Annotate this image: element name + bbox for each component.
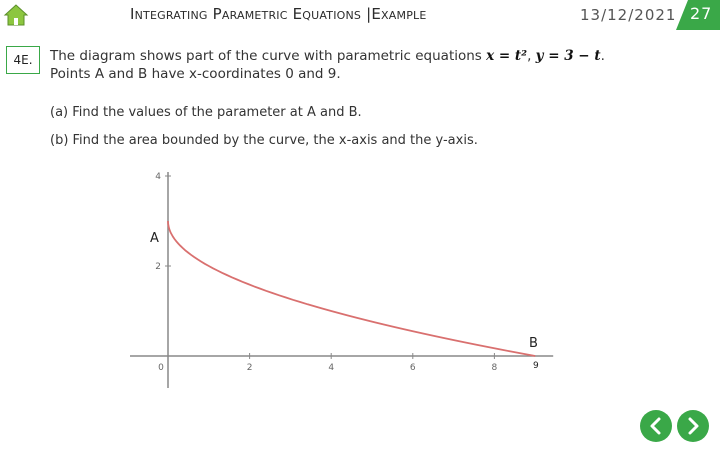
previous-slide-button[interactable]	[640, 410, 672, 442]
x-tick-label: 2	[246, 363, 253, 373]
y-tick-label: 4	[155, 172, 161, 182]
y-tick-label: 2	[155, 262, 161, 272]
intro-text	[50, 48, 605, 64]
intro-points-text: Points A and B have x-coordinates 0 and 9.	[50, 66, 341, 82]
curve-line	[168, 221, 535, 356]
x-tick-label: 0	[158, 363, 164, 373]
title-word-initial: P	[212, 5, 222, 23]
example-badge: 4E.	[6, 46, 40, 74]
question-b: (b) Find the area bounded by the curve, the x-axis and the y-axis.	[50, 133, 478, 148]
x-tick-label: 6	[409, 363, 416, 373]
point-a-label: A	[150, 231, 159, 246]
question-a: (a) Find the values of the parameter at A and B.	[50, 105, 362, 120]
slide-date: 13/12/2021	[580, 6, 677, 24]
next-slide-button[interactable]	[677, 410, 709, 442]
chevron-right-icon	[684, 417, 702, 435]
title-word-initial: E	[292, 5, 303, 23]
equation-end: .	[600, 48, 605, 64]
x-tick-label: 4	[328, 363, 335, 373]
title-word-rest: quations	[302, 5, 362, 23]
title-word-initial: E	[371, 5, 382, 23]
title-word-initial: I	[130, 5, 135, 23]
title-separator: |	[366, 5, 372, 23]
point-b-label: B	[529, 336, 538, 351]
equation-y: y = 3 − t	[535, 48, 601, 64]
x-tick-label: 8	[491, 363, 498, 373]
equation-separator: ,	[527, 48, 536, 64]
parametric-curve-chart	[120, 172, 560, 400]
title-word-rest: xample	[381, 5, 427, 23]
home-icon[interactable]	[4, 4, 28, 26]
intro-sentence: The diagram shows part of the curve with parametric equations	[50, 48, 487, 64]
page-title	[130, 5, 427, 23]
chevron-left-icon	[647, 417, 665, 435]
title-word-rest: ntegrating	[134, 5, 208, 23]
slide-number: 27	[690, 4, 713, 23]
point-b-x-label: 9	[533, 361, 539, 371]
equation-x: x = t²	[486, 48, 528, 64]
title-word-rest: arametric	[221, 5, 288, 23]
